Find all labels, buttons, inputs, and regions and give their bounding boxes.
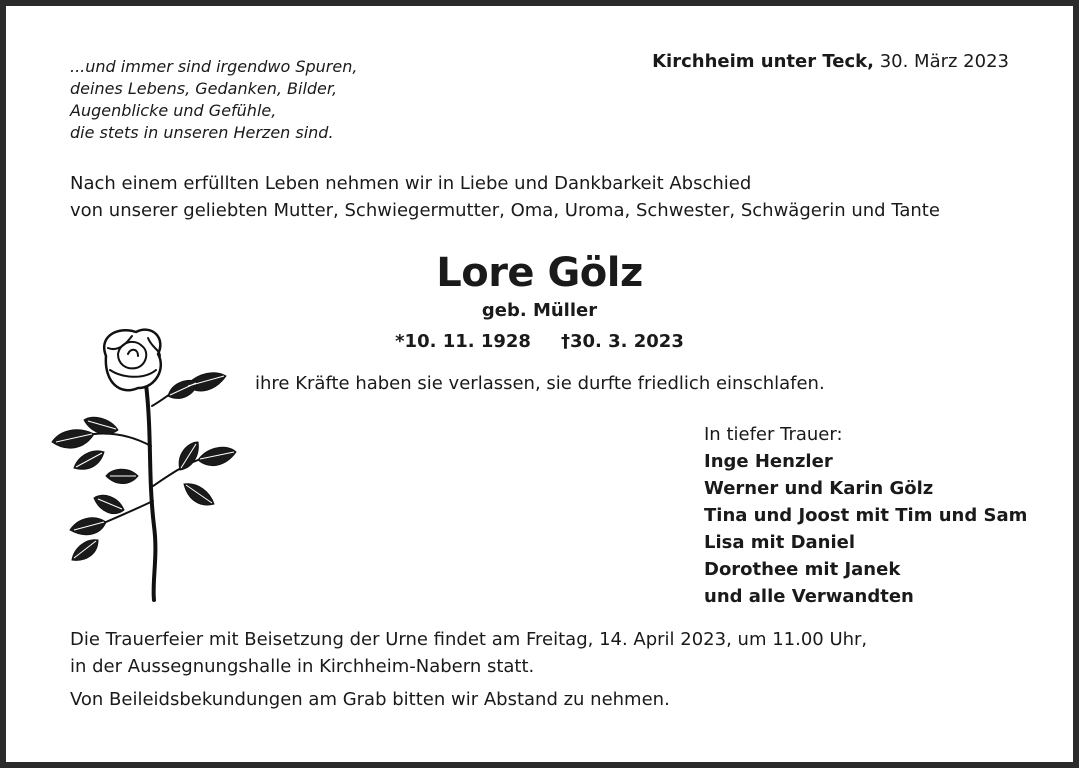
closing-text — [70, 626, 867, 713]
notice-date: 30. März 2023 — [879, 51, 1009, 72]
mourner-name: und alle Verwandten — [704, 586, 914, 607]
poem-line: ...und immer sind irgendwo Spuren, — [70, 57, 358, 76]
intro-text — [70, 170, 940, 224]
place-date — [652, 51, 1009, 72]
poem-line: die stets in unseren Herzen sind. — [70, 123, 334, 142]
birth-name: geb. Müller — [481, 300, 598, 321]
mourner-name: Werner und Karin Gölz — [704, 478, 934, 499]
place-city: Kirchheim unter Teck, — [652, 51, 874, 72]
farewell-note: ihre Kräfte haben sie verlassen, sie durfte friedlich einschlafen. — [255, 373, 825, 394]
service-info-line: Die Trauerfeier mit Beisetzung der Urne findet am Freitag, 14. April 2023, um 11.00 Uhr, — [70, 629, 868, 650]
mourner-name: Inge Henzler — [704, 451, 833, 472]
service-info-line: in der Aussegnungshalle in Kirchheim-Nabern statt. — [70, 656, 535, 677]
poem — [70, 56, 357, 144]
deceased-name: Lore Gölz — [436, 250, 643, 296]
poem-line: deines Lebens, Gedanken, Bilder, — [70, 79, 338, 98]
death-date: †30. 3. 2023 — [560, 331, 684, 352]
rose-icon — [48, 326, 240, 606]
condolence-note: Von Beileidsbekundungen am Grab bitten wir Abstand zu nehmen. — [70, 689, 670, 710]
birth-date: *10. 11. 1928 — [395, 331, 531, 352]
mourner-name: Dorothee mit Janek — [704, 559, 901, 580]
mourners-list — [704, 421, 1027, 610]
intro-line: Nach einem erfüllten Leben nehmen wir in Liebe und Dankbarkeit Abschied — [70, 173, 752, 194]
mourner-name: Lisa mit Daniel — [704, 532, 856, 553]
mourners-lead: In tiefer Trauer: — [704, 424, 843, 445]
poem-line: Augenblicke und Gefühle, — [70, 101, 277, 120]
mourner-name: Tina und Joost mit Tim und Sam — [704, 505, 1028, 526]
intro-line: von unserer geliebten Mutter, Schwiegermutter, Oma, Uroma, Schwester, Schwägerin und Tante — [70, 200, 940, 221]
